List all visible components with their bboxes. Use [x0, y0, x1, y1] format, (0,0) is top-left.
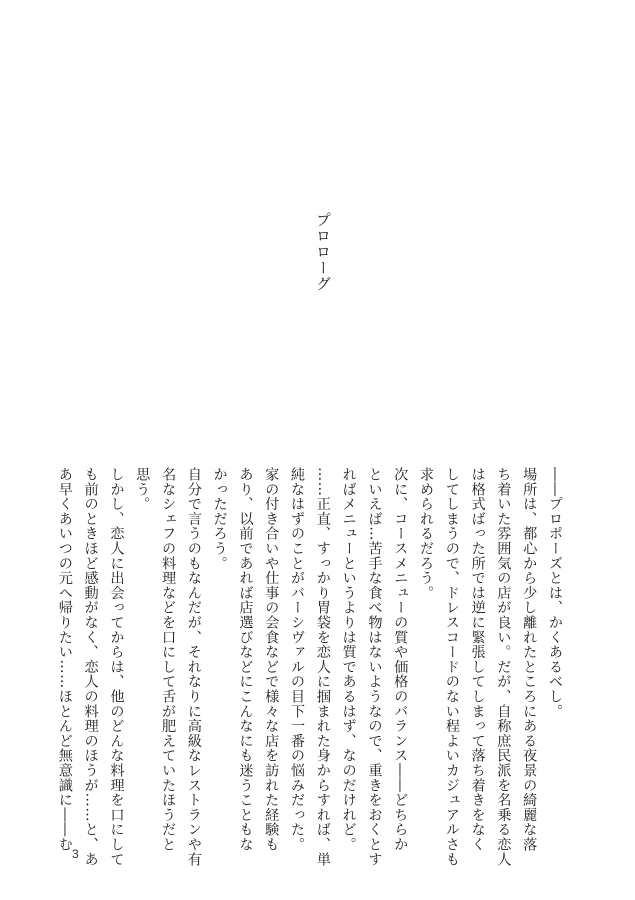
paragraph-line: 求められるだろう。	[418, 467, 435, 601]
paragraph-line: あり、以前であれば店選びなどにこんなにも迷うこともな	[237, 467, 254, 852]
paragraph-line: 思う。	[134, 467, 151, 512]
paragraph-line: してしまうので、ドレスコードのない程よいカジュアルさも	[443, 467, 460, 867]
body-text	[51, 467, 567, 867]
paragraph-line: あ早くあいつの元へ帰りたい……ほとんど無意識に――む	[56, 467, 73, 852]
paragraph-line: 自分で言うのもなんだが、それなりに高級なレストランや有	[185, 467, 202, 867]
chapter-title: プロローグ	[314, 212, 332, 292]
paragraph-line: 純なはずのことがバーシヴァルの目下一番の悩みだった。	[289, 467, 306, 852]
paragraph-line: ――プロポーズとは、かくあるべし。	[547, 467, 563, 719]
paragraph-line: も前のときほど感動がなく、恋人の料理のほうが……と、あ	[82, 467, 99, 867]
paragraph-line: といえば…苦手な食べ物はないようなので、重きをおくとす	[366, 467, 383, 867]
paragraph-line: 家の付き合いや仕事の会食などで様々な店を訪れた経験も	[263, 467, 280, 852]
page-number: 3	[72, 847, 79, 861]
paragraph-line: 名なシェフの料理などを口にして舌が肥えていたほうだと	[160, 467, 177, 852]
paragraph-line: ち着いた雰囲気の店が良い。だが、自称庶民派を名乗る恋人	[495, 467, 512, 867]
paragraph-line: は格式ばった所では逆に緊張してしまって落ち着きをなく	[469, 467, 486, 852]
paragraph-line: ……正直、すっかり胃袋を恋人に掴まれた身からすれば、単	[314, 467, 331, 867]
paragraph-line: 場所は、都心から少し離れたところにある夜景の綺麗な落	[521, 467, 538, 852]
paragraph-line: ればメニューというよりは質であるはず、なのだけれど。	[340, 467, 357, 852]
paragraph-line: かっただろう。	[211, 467, 228, 571]
paragraph-line: 次に、コースメニューの質や価格のバランス――どちらか	[392, 467, 409, 852]
paragraph-line: しかし、恋人に出会ってからは、他のどんな料理を口にして	[108, 467, 125, 867]
